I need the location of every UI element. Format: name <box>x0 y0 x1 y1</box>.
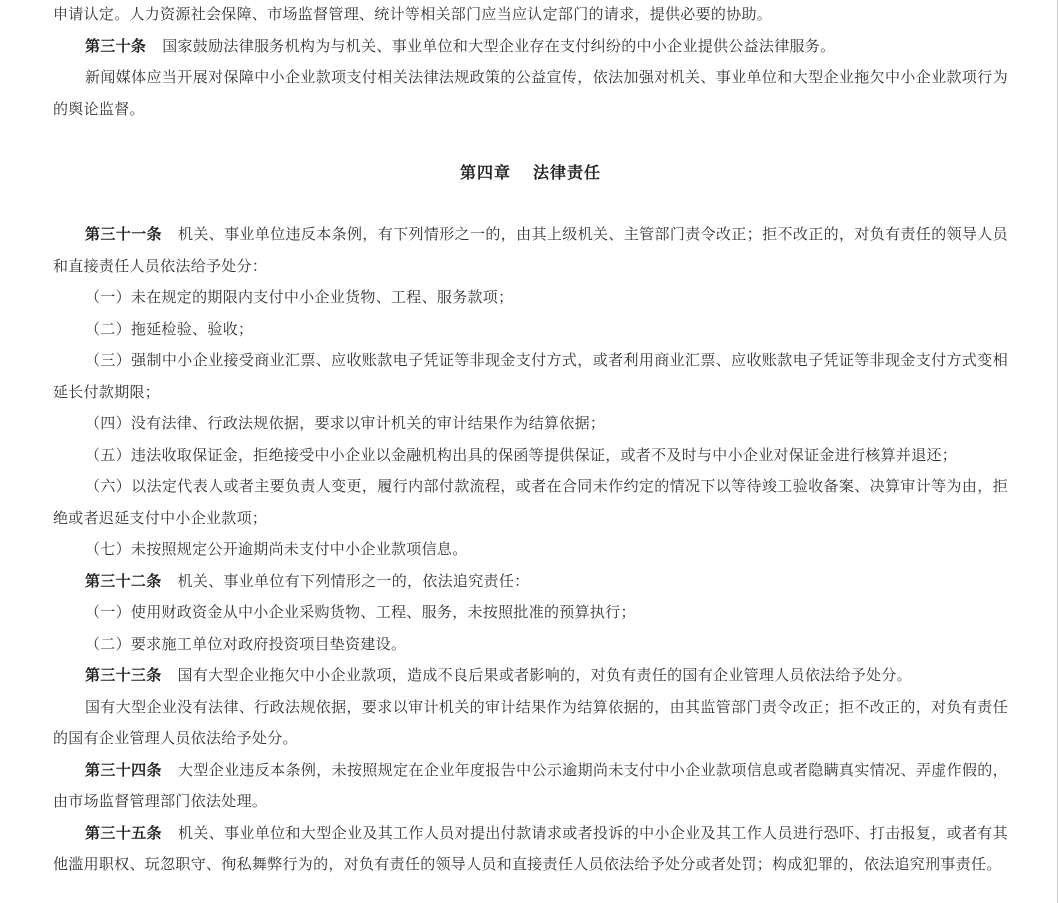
article-34-text: 大型企业违反本条例，未按照规定在企业年度报告中公示逾期尚未支付中小企业款项信息或者隐瞒真实情况、弄虚作假的，由市场监督管理部门依法处理。 <box>53 760 1008 810</box>
list-item: （五）违法收取保证金，拒绝接受中小企业以金融机构出具的保函等提供保证，或者不及时与中小企业对保证金进行核算并退还； <box>85 445 958 464</box>
article-32-text: 机关、事业单位有下列情形之一的，依法追究责任： <box>177 571 530 590</box>
list-item: （二）要求施工单位对政府投资项目垫资建设。 <box>85 634 407 653</box>
list-item: （二）拖延检验、验收； <box>85 319 254 338</box>
article-31-label: 第三十一条 <box>85 225 162 243</box>
list-item: （一）未在规定的期限内支付中小企业货物、工程、服务款项； <box>85 288 514 306</box>
article-33-text: 国有大型企业拖欠中小企业款项，造成不良后果或者影响的，对负有责任的国有企业管理人员依法给予处分。 <box>177 666 912 684</box>
article-30-label: 第三十条 <box>85 36 147 55</box>
article-33-label: 第三十三条 <box>85 666 162 684</box>
article-35-label: 第三十五条 <box>85 823 162 842</box>
article-35-text: 机关、事业单位和大型企业及其工作人员对提出付款请求或者投诉的中小企业及其工作人员进行恐吓、打击报复，或者有其他滥用职权、玩忽职守、徇私舞弊行为的，对负有责任的领导人员和直接责任人员依法给予处分或者处罚；构成犯罪的，依法追究刑事责任。 <box>53 823 1008 873</box>
article-30-paragraph-2: 新闻媒体应当开展对保障中小企业款项支付相关法律法规政策的公益宣传，依法加强对机关、事业单位和大型企业拖欠中小企业款项行为的舆论监督。 <box>53 68 1008 118</box>
article-31 <box>53 219 1008 282</box>
article-33-paragraph-2: 国有大型企业没有法律、行政法规依据，要求以审计机关的审计结果作为结算依据的，由其监管部门责令改正；拒不改正的，对负有责任的国有企业管理人员依法给予处分。 <box>53 697 1008 747</box>
chapter-heading <box>53 157 1008 188</box>
list-item: （七）未按照规定公开逾期尚未支付中小企业款项信息。 <box>85 540 468 558</box>
list-item: （三）强制中小企业接受商业汇票、应收账款电子凭证等非现金支付方式，或者利用商业汇票、应收账款电子凭证等非现金支付方式变相延长付款期限； <box>53 351 1008 401</box>
regulation-text <box>53 0 1008 881</box>
chapter-number: 第四章 <box>459 163 511 182</box>
article-32 <box>53 566 1008 598</box>
list-item: （四）没有法律、行政法规依据，要求以审计机关的审计结果作为结算依据； <box>85 414 606 432</box>
article-31-text: 机关、事业单位违反本条例，有下列情形之一的，由其上级机关、主管部门责令改正；拒不改正的，对负有责任的领导人员和直接责任人员依法给予处分： <box>53 225 1008 275</box>
list-item: （一）使用财政资金从中小企业采购货物、工程、服务，未按照批准的预算执行； <box>85 603 636 621</box>
article-30-text: 国家鼓励法律服务机构为与机关、事业单位和大型企业存在支付纠纷的中小企业提供公益法律服务。 <box>162 36 836 55</box>
article-32-label: 第三十二条 <box>85 571 162 590</box>
chapter-title: 法律责任 <box>533 163 602 182</box>
paragraph-intro: 申请认定。人力资源社会保障、市场监督管理、统计等相关部门应当应认定部门的请求，提供必要的协助。 <box>53 5 773 23</box>
list-item: （六）以法定代表人或者主要负责人变更，履行内部付款流程，或者在合同未作约定的情况下以等待竣工验收备案、决算审计等为由，拒绝或者迟延支付中小企业款项； <box>53 477 1008 527</box>
article-30 <box>53 31 1008 63</box>
article-35 <box>53 818 1008 881</box>
article-34 <box>53 755 1008 818</box>
article-34-label: 第三十四条 <box>85 760 162 779</box>
article-33 <box>53 660 1008 692</box>
